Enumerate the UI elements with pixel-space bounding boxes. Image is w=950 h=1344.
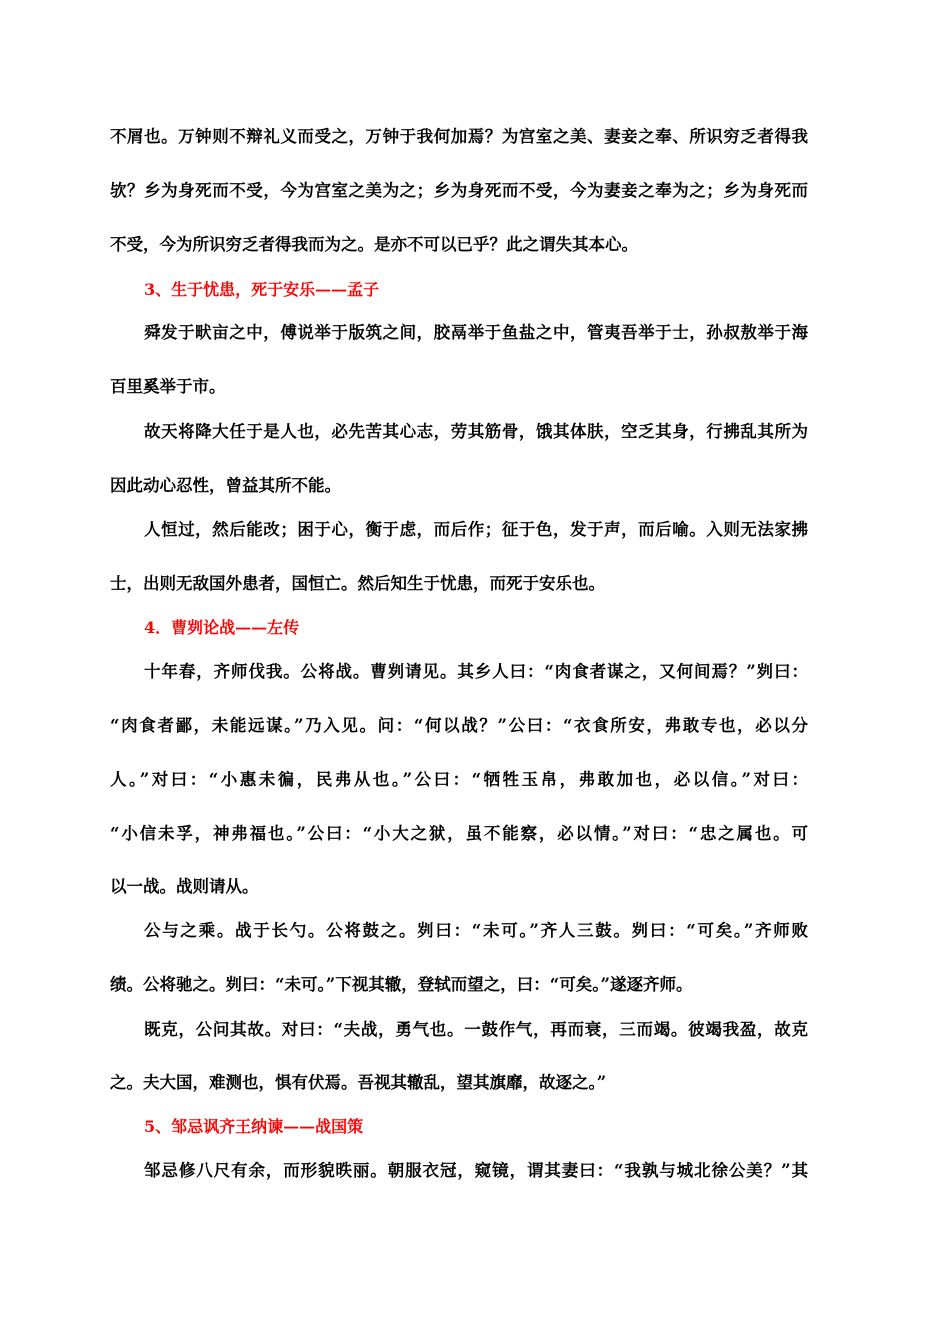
- text-line: 故天将降大任于是人也，必先苦其心志，劳其筋骨，饿其体肤，空乏其身，行拂乱其所为: [144, 422, 808, 441]
- section-heading-5: 5、邹忌讽齐王纳谏——战国策: [144, 1117, 364, 1136]
- text-line: 人。”对曰：“小惠未徧，民弗从也。”公曰：“牺牲玉帛，弗敢加也，必以信。”对曰：: [110, 770, 808, 789]
- text-line: 因此动心忍性，曾益其所不能。: [110, 476, 341, 495]
- text-line: 舜发于畎亩之中，傅说举于版筑之间，胶鬲举于鱼盐之中，管夷吾举于士，孙叔敖举于海: [144, 323, 808, 342]
- text-line: 不屑也。万钟则不辩礼义而受之，万钟于我何加焉？为宫室之美、妻妾之奉、所识穷乏者得我: [110, 127, 808, 146]
- text-line: 欤？乡为身死而不受，今为宫室之美为之；乡为身死而不受，今为妻妾之奉为之；乡为身死而: [110, 181, 808, 200]
- text-line: 以一战。战则请从。: [110, 877, 259, 896]
- text-line: 之。夫大国，难测也，惧有伏焉。吾视其辙乱，望其旗靡，故逐之。”: [110, 1073, 607, 1092]
- text-line: 十年春，齐师伐我。公将战。曹刿请见。其乡人曰：“肉食者谋之，又何间焉？”刿曰：: [144, 662, 808, 681]
- text-line: 不受，今为所识穷乏者得我而为之。是亦不可以已乎？此之谓失其本心。: [110, 235, 638, 254]
- text-line: 邹忌修八尺有余，而形貌昳丽。朝服衣冠，窥镜，谓其妻曰：“我孰与城北徐公美？”其: [144, 1161, 808, 1180]
- text-line: 百里奚举于市。: [110, 377, 226, 396]
- text-line: 既克，公问其故。对曰：“夫战，勇气也。一鼓作气，再而衰，三而竭。彼竭我盈，故克: [144, 1020, 808, 1039]
- text-line: “小信未孚，神弗福也。”公曰：“小大之狱，虽不能察，必以情。”对曰：“忠之属也。可: [110, 824, 808, 843]
- text-line: 公与之乘。战于长勺。公将鼓之。刿曰：“未可。”齐人三鼓。刿曰：“可矣。”齐师败: [144, 921, 808, 940]
- section-heading-3: 3、生于忧患，死于安乐——孟子: [144, 280, 380, 299]
- text-line: “肉食者鄙，未能远谋。”乃入见。问：“何以战？”公曰：“衣食所安，弗敢专也，必以分: [110, 716, 808, 735]
- text-line: 人恒过，然后能改；困于心，衡于虑，而后作；征于色，发于声，而后喻。入则无法家拂: [144, 520, 808, 539]
- text-line: 士，出则无敌国外患者，国恒亡。然后知生于忧患，而死于安乐也。: [110, 574, 605, 593]
- section-heading-4: 4．曹刿论战——左传: [144, 618, 300, 637]
- text-line: 绩。公将驰之。刿曰：“未可。”下视其辙，登轼而望之，曰：“可矣。”遂逐齐师。: [110, 975, 693, 994]
